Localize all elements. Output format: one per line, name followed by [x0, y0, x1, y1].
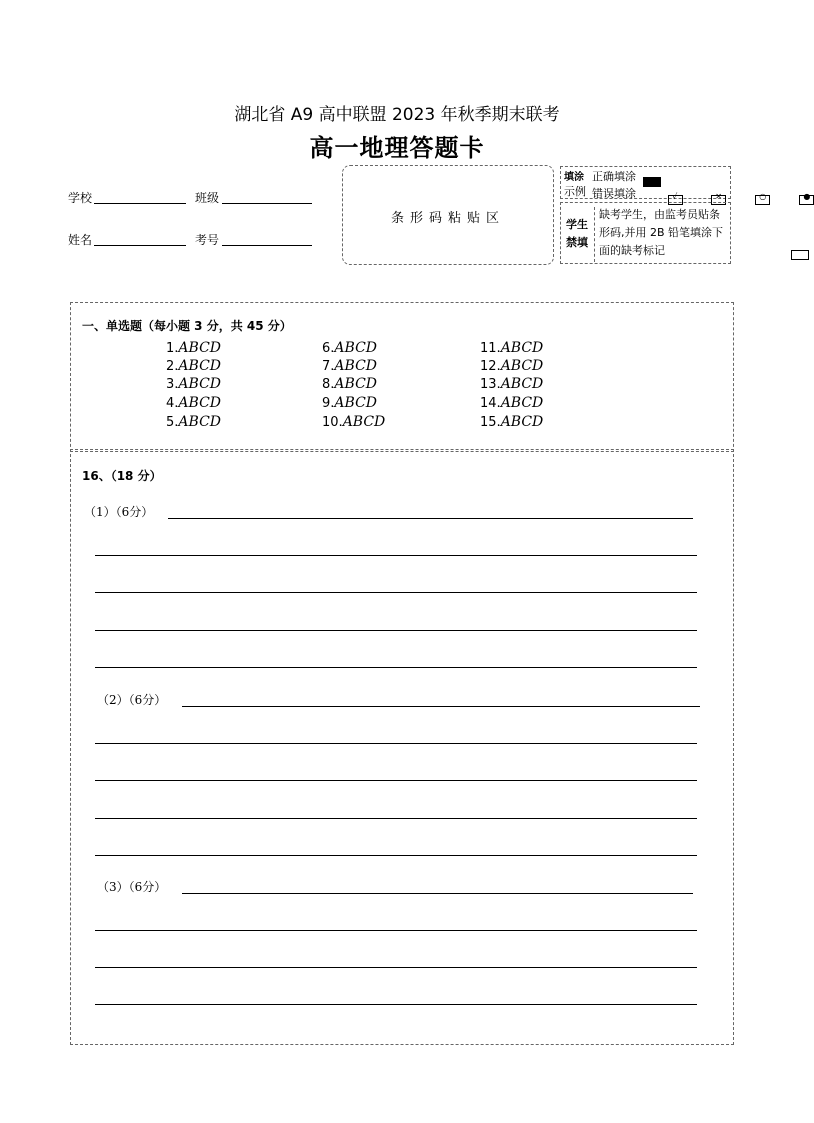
- choice-item[interactable]: [322, 376, 377, 392]
- choice-number: 6.: [322, 341, 335, 356]
- answer-line[interactable]: [95, 967, 697, 968]
- absent-label-2: 禁填: [566, 236, 588, 249]
- choice-number: 4.: [166, 396, 179, 411]
- choice-item[interactable]: [166, 376, 221, 392]
- choice-number: 12.: [480, 359, 501, 374]
- choice-number: 10.: [322, 415, 343, 430]
- q1-label: （1）（6分）: [84, 505, 154, 519]
- absent-text-1: 缺考学生，由监考员贴条: [599, 208, 720, 221]
- choice-item[interactable]: [480, 395, 543, 411]
- exam-number-label: 考号: [195, 233, 220, 247]
- choice-options[interactable]: ABCD: [334, 358, 378, 374]
- answer-line[interactable]: [95, 743, 697, 744]
- choice-options[interactable]: ABCD: [500, 358, 544, 374]
- answer-line[interactable]: [95, 855, 697, 856]
- choice-options[interactable]: ABCD: [178, 358, 222, 374]
- absent-divider: [594, 207, 595, 262]
- choice-number: 11.: [480, 341, 501, 356]
- question-16-section: [70, 449, 734, 1045]
- answer-sheet-title: 高一地理答题卡: [309, 134, 485, 162]
- absent-label-1: 学生: [566, 218, 588, 231]
- circle-mark-icon: ○: [755, 195, 770, 205]
- choice-item[interactable]: [322, 395, 377, 411]
- choice-item[interactable]: [322, 414, 385, 430]
- school-field[interactable]: [94, 189, 186, 204]
- single-choice-title: 一、单选题（每小题 3 分，共 45 分）: [82, 319, 292, 333]
- choice-number: 13.: [480, 377, 501, 392]
- cross-mark-icon: ✕: [711, 195, 726, 205]
- question-16-title: 16、（18 分）: [82, 469, 162, 483]
- choice-options[interactable]: ABCD: [334, 395, 378, 411]
- choice-options[interactable]: ABCD: [342, 414, 386, 430]
- name-label: 姓名: [68, 233, 93, 247]
- fill-label: 填涂: [564, 172, 584, 183]
- choice-number: 2.: [166, 359, 179, 374]
- choice-item[interactable]: [322, 340, 377, 356]
- absent-text-2: 形码,并用 2B 铅笔填涂下: [599, 226, 724, 239]
- choice-options[interactable]: ABCD: [500, 395, 544, 411]
- choice-item[interactable]: [480, 414, 543, 430]
- answer-line[interactable]: [95, 555, 697, 556]
- choice-number: 1.: [166, 341, 179, 356]
- choice-item[interactable]: [166, 340, 221, 356]
- choice-options[interactable]: ABCD: [334, 376, 378, 392]
- choice-number: 5.: [166, 415, 179, 430]
- answer-line[interactable]: [95, 1004, 697, 1005]
- choice-options[interactable]: ABCD: [500, 376, 544, 392]
- answer-line[interactable]: [182, 706, 700, 707]
- class-label: 班级: [195, 191, 220, 205]
- choice-options[interactable]: ABCD: [178, 414, 222, 430]
- choice-number: 15.: [480, 415, 501, 430]
- choice-item[interactable]: [480, 358, 543, 374]
- example-label: 示例: [564, 185, 586, 198]
- answer-line[interactable]: [95, 667, 697, 668]
- answer-line[interactable]: [182, 893, 693, 894]
- choice-options[interactable]: ABCD: [178, 376, 222, 392]
- choice-item[interactable]: [166, 395, 221, 411]
- choice-item[interactable]: [166, 414, 221, 430]
- answer-line[interactable]: [95, 780, 697, 781]
- exam-title: 湖北省 A9 高中联盟 2023 年秋季期末联考: [234, 105, 560, 125]
- correct-fill-label: 正确填涂: [592, 170, 636, 183]
- choice-item[interactable]: [480, 340, 543, 356]
- choice-number: 14.: [480, 396, 501, 411]
- dot-mark-icon: ●: [799, 195, 814, 205]
- choice-item[interactable]: [166, 358, 221, 374]
- answer-line[interactable]: [95, 930, 697, 931]
- answer-line[interactable]: [95, 592, 697, 593]
- answer-line[interactable]: [95, 818, 697, 819]
- q2-label: （2）（6分）: [97, 693, 167, 707]
- exam-number-field[interactable]: [222, 231, 312, 246]
- answer-line[interactable]: [95, 630, 697, 631]
- choice-item[interactable]: [480, 376, 543, 392]
- barcode-label: 条形码粘贴区: [390, 211, 505, 226]
- choice-options[interactable]: ABCD: [178, 395, 222, 411]
- choice-options[interactable]: ABCD: [178, 340, 222, 356]
- correct-fill-mark-icon: [643, 177, 661, 187]
- answer-line[interactable]: [168, 518, 693, 519]
- choice-number: 9.: [322, 396, 335, 411]
- choice-number: 7.: [322, 359, 335, 374]
- choice-options[interactable]: ABCD: [500, 340, 544, 356]
- choice-options[interactable]: ABCD: [500, 414, 544, 430]
- choice-item[interactable]: [322, 358, 377, 374]
- class-field[interactable]: [222, 189, 312, 204]
- choice-number: 8.: [322, 377, 335, 392]
- name-field[interactable]: [94, 231, 186, 246]
- school-label: 学校: [68, 191, 93, 205]
- choice-number: 3.: [166, 377, 179, 392]
- check-mark-icon: √: [668, 195, 683, 205]
- wrong-fill-label: 错误填涂: [592, 187, 636, 200]
- absent-text-3: 面的缺考标记: [599, 244, 665, 257]
- q3-label: （3）（6分）: [97, 880, 167, 894]
- choice-options[interactable]: ABCD: [334, 340, 378, 356]
- absent-mark-box[interactable]: [791, 250, 809, 260]
